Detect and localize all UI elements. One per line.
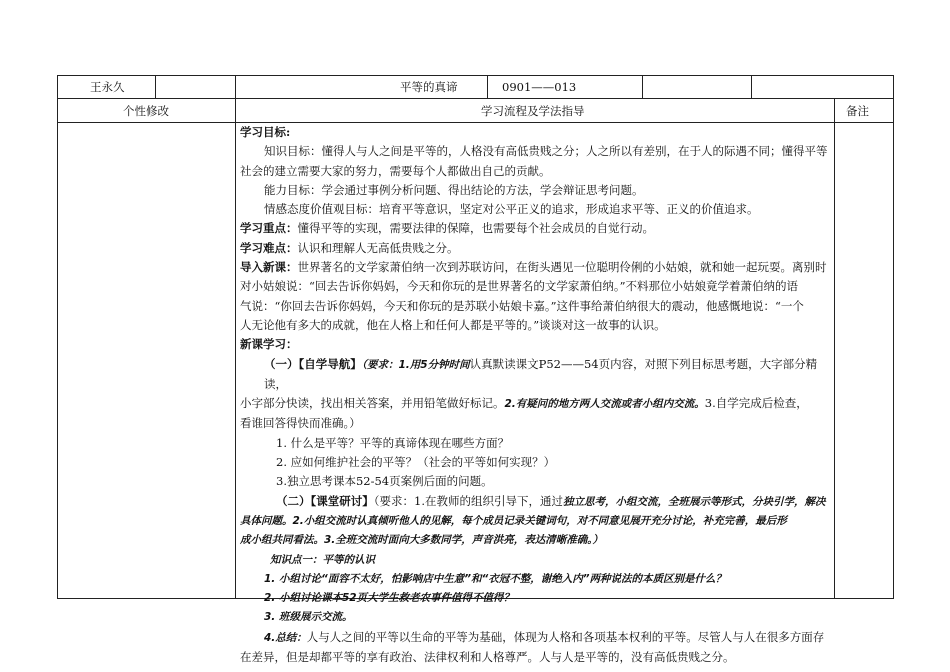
self-study-section: [240, 355, 830, 395]
key-point-label: 学习重点：: [240, 221, 298, 236]
header-cell-divider: [155, 75, 156, 98]
discussion-task: 2. 小组讨论课本52页大学生救老农事件值得不值得？: [264, 592, 515, 605]
study-question: 1. 什么是平等？平等的真谛体现在哪些方面？: [276, 435, 510, 450]
difficulty: [240, 239, 830, 258]
header-cell-divider: [642, 75, 643, 98]
lesson-title: 平等的真谛: [400, 80, 458, 94]
class-discussion-requirement: （要求：1.在教师的组织引导下，通过: [373, 493, 563, 508]
class-discussion-requirement: 具体问题。2.小组交流时认真倾听他人的见解，每个成员记录关键词句，对不同意见展开充分讨论，补充完善，最后形: [240, 514, 787, 527]
class-discussion-requirement: 独立思考，小组交流，全班展示等形式，分块引学，解决: [562, 495, 826, 508]
header-row-divider: [57, 98, 894, 99]
self-study-requirement-line: [240, 394, 830, 414]
self-study-requirement: （要求：1.用5分钟时间: [361, 358, 470, 371]
self-study-requirement: 3.自学完成后检查，: [704, 396, 808, 411]
self-study-label: （一）【自学导航】: [264, 356, 362, 371]
difficulty-text: 认识和理解人无高低贵贱之分。: [297, 240, 459, 255]
author-name: 王永久: [90, 80, 125, 94]
summary: [240, 628, 830, 648]
intro-line: 人无论他有多大的成就，他在人格上和任何人都是平等的。”谈谈对这一故事的认识。: [240, 317, 666, 332]
emotion-objective: 情感态度价值观目标：培育平等意识，坚定对公平正义的追求，形成追求平等、正义的价值追求。: [264, 202, 759, 217]
discussion-task: 1. 小组讨论“面容不太好，怕影响店中生意”和“衣冠不整，谢绝入内”两种说法的本质区别是什么？: [264, 572, 726, 585]
summary-label: 4.总结：: [264, 631, 307, 644]
difficulty-label: 学习难点：: [240, 240, 298, 255]
key-point-text: 懂得平等的实现，需要法律的保障，也需要每个社会成员的自觉行动。: [297, 221, 654, 236]
column-divider-right: [834, 98, 835, 599]
self-study-requirement: 看谁回答得快而准确。）: [240, 416, 361, 431]
flow-guide-header: 学习流程及学法指导: [481, 104, 585, 118]
knowledge-objective-cont: 社会的建立需要大家的努力，需要每个人都做出自己的贡献。: [240, 163, 551, 178]
table-border-right: [893, 75, 894, 599]
objectives-heading: 学习目标:: [240, 125, 291, 139]
study-question: 3.独立思考课本52-54页案例后面的问题。: [276, 474, 493, 489]
lesson-content: [240, 123, 830, 667]
header-cell-divider: [487, 75, 488, 98]
self-study-requirement: 小字部分快读，找出相关答案，并用铅笔做好标记。: [240, 396, 505, 411]
discussion-task: 3. 班级展示交流。: [264, 611, 353, 624]
intro-label: 导入新课：: [240, 260, 298, 275]
intro-line: 世界著名的文学家萧伯纳一次到苏联访问，在街头遇见一位聪明伶俐的小姑娘，就和她一起玩耍。离别时: [297, 260, 827, 275]
knowledge-objective: 知识目标：懂得人与人之间是平等的，人格没有高低贵贱之分；人之所以有差别，在于人的际遇不同；懂得平等: [264, 144, 828, 159]
intro-paragraph: [240, 258, 830, 277]
notes-header: 备注: [846, 104, 869, 118]
intro-line: 气说：“你回去告诉你妈妈，今天和你玩的是苏联小姑娘卡嘉。”这件事给萧伯纳很大的震动，他感慨地说：“一个: [240, 298, 804, 313]
ability-objective: 能力目标：学会通过事例分析问题、得出结论的方法，学会辩证思考问题。: [264, 182, 644, 197]
new-lesson-heading: 新课学习：: [240, 337, 298, 352]
key-point: [240, 219, 830, 238]
class-discussion-section: [240, 492, 830, 512]
study-question: 2. 应如何维护社会的平等？（社会的平等如何实现？）: [276, 455, 556, 470]
lesson-code: 0901——013: [502, 80, 577, 94]
class-discussion-requirement: 成小组共同看法。3.全班交流时面向大多数同学，声音洪亮，表达清晰准确。）: [240, 534, 604, 547]
intro-line: 对小姑娘说：“回去告诉你妈妈，今天和你玩的是世界著名的文学家萧伯纳。”不料那位小姑娘竟学着萧伯纳的语: [240, 279, 799, 294]
summary-text: 人与人之间的平等以生命的平等为基础，体现为人格和各项基本权利的平等。尽管人与人在很多方面存: [306, 629, 825, 644]
self-study-requirement: 认真默读课文P52——54页内容，对照下列目标思考题，大字部分精读，: [264, 356, 818, 391]
table-border-left: [57, 75, 58, 599]
header-cell-divider: [751, 75, 752, 98]
self-study-requirement: 2.有疑问的地方两人交流或者小组内交流。: [504, 398, 705, 411]
knowledge-point-heading: 知识点一：平等的认识: [270, 553, 375, 566]
column-divider-left: [235, 75, 236, 599]
class-discussion-label: （二）【课堂研讨】: [276, 493, 374, 508]
table-border-top: [57, 75, 894, 76]
personal-edit-header: 个性修改: [123, 104, 169, 118]
summary-text: 在差异，但是却都平等的享有政治、法律权利和人格尊严。人与人是平等的，没有高低贵贱之分。: [240, 650, 735, 665]
